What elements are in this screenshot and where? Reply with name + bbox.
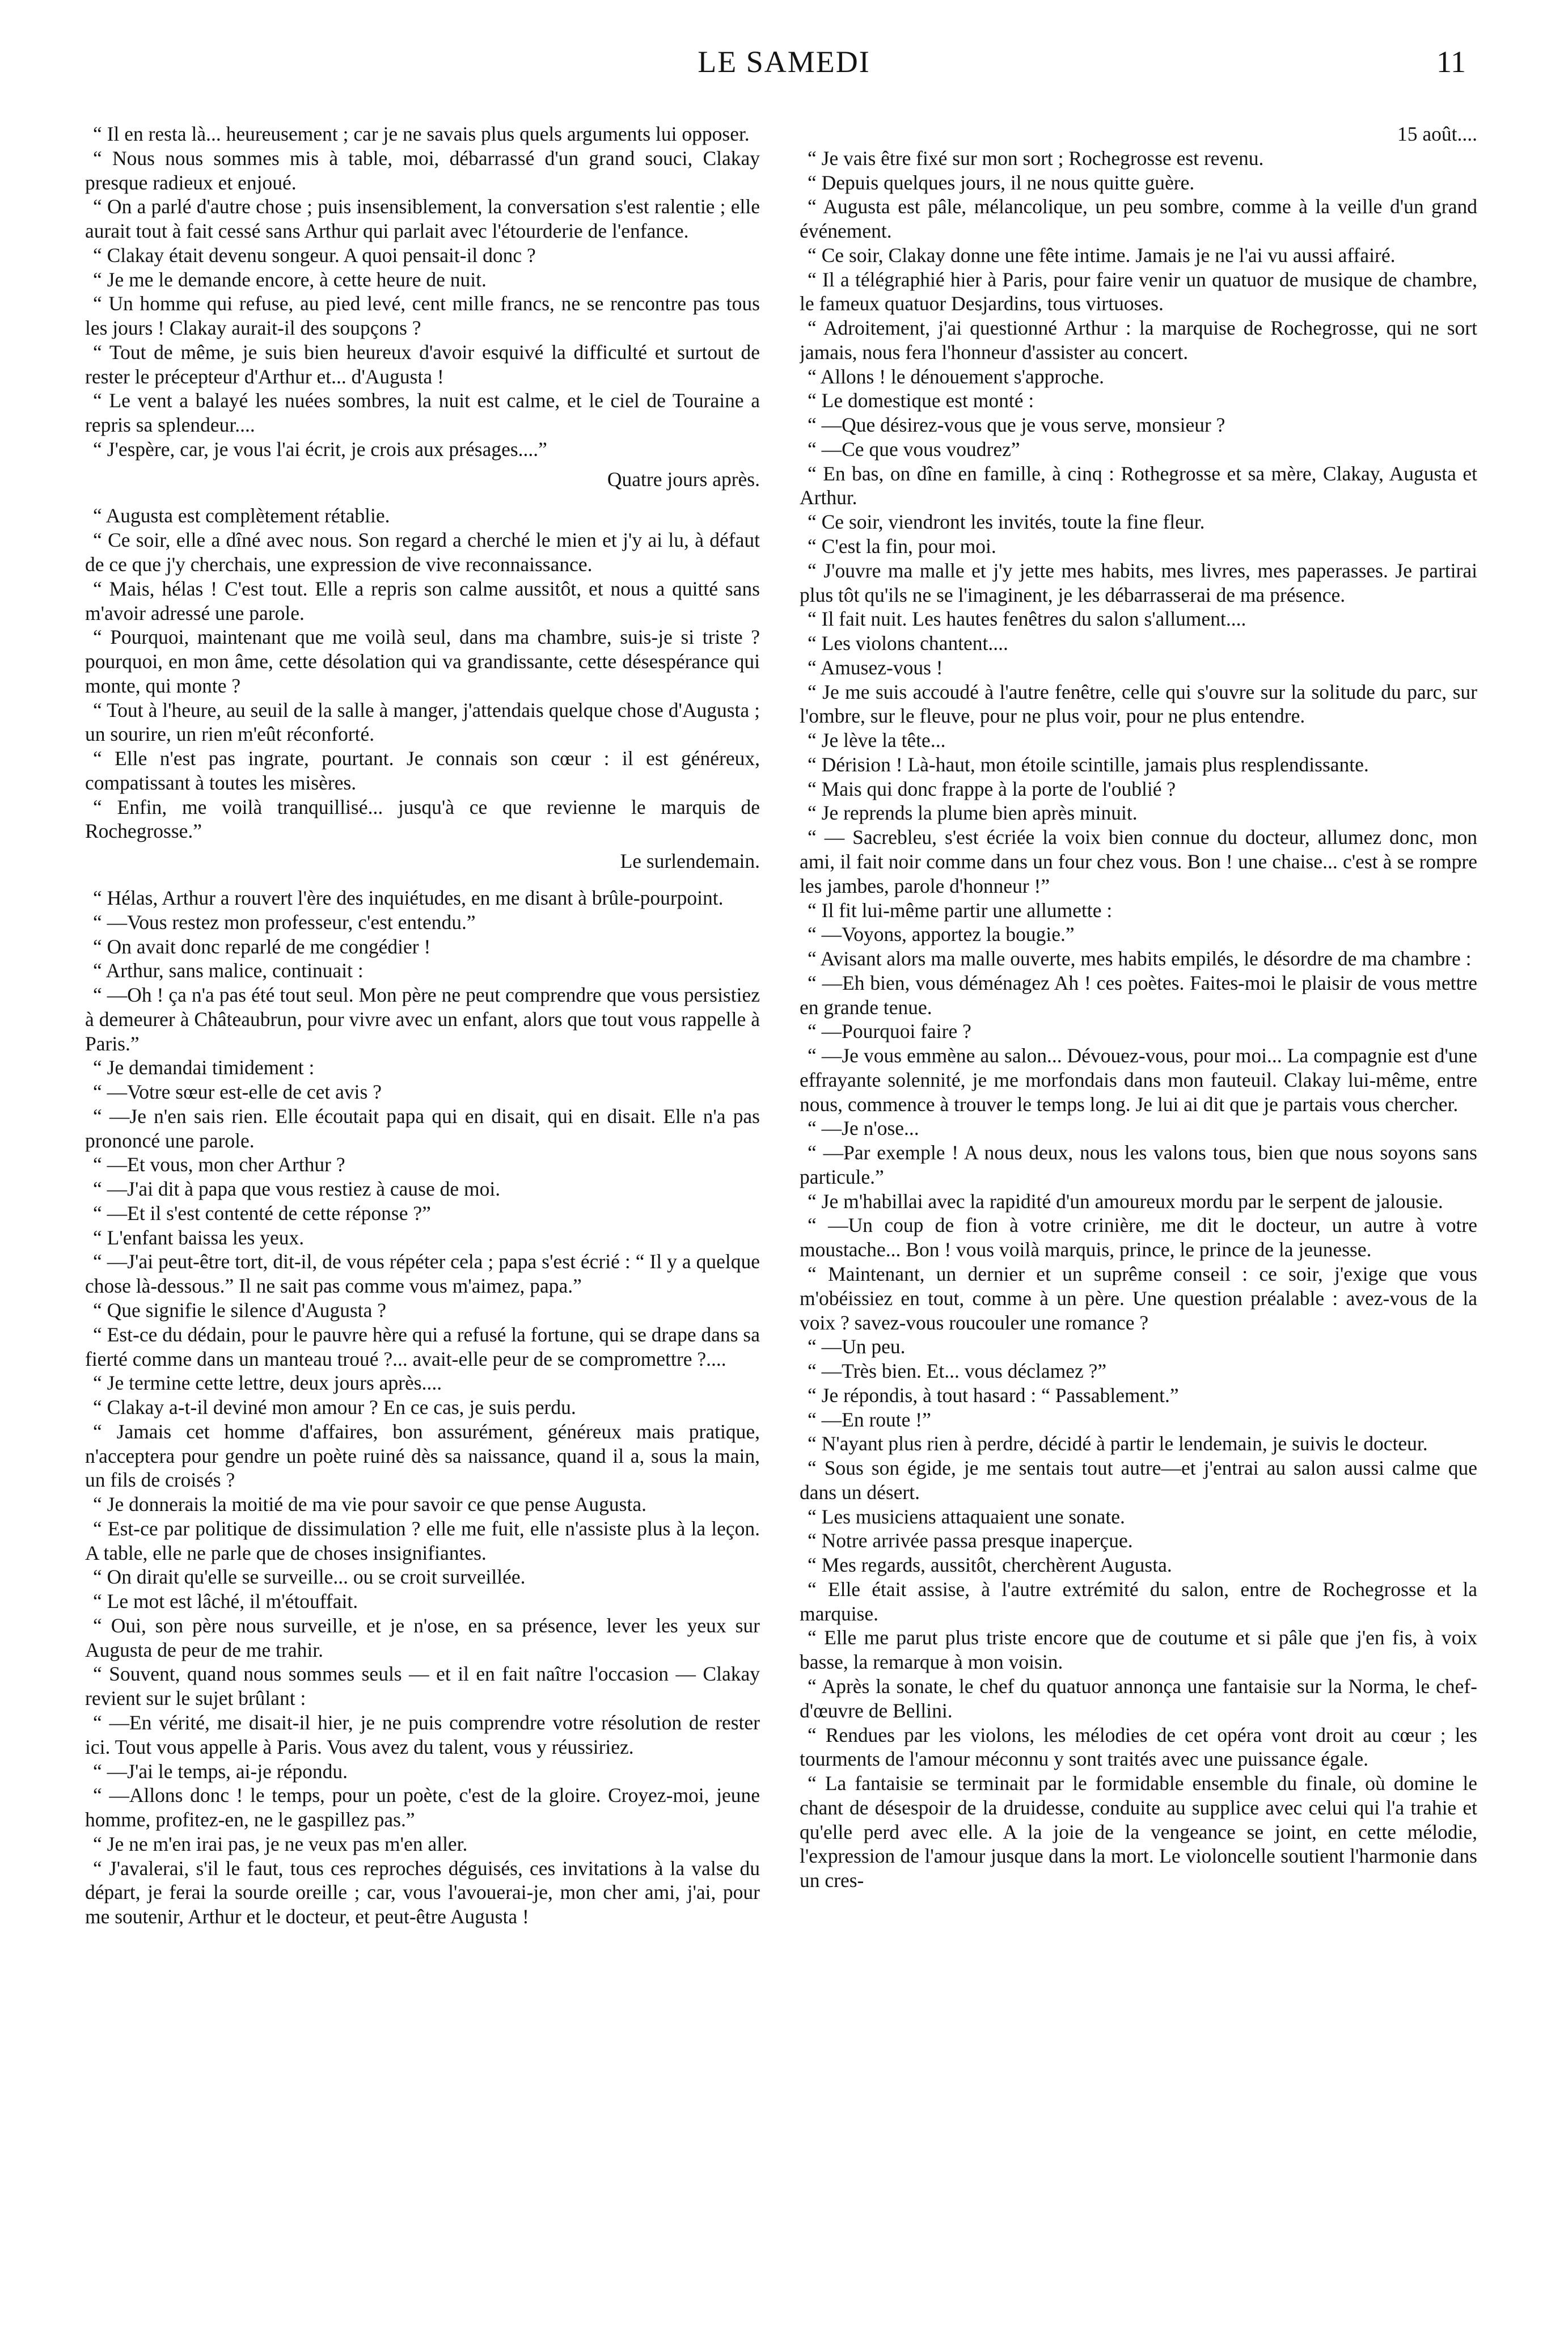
paragraph: “ Je me le demande encore, à cette heure de nuit. — [93, 268, 487, 291]
paragraph: “ Je demandai timidement : — [93, 1056, 315, 1079]
paragraph: “ L'enfant baissa les yeux. — [93, 1226, 305, 1249]
paragraph: “ —Très bien. Et... vous déclamez ?” — [808, 1360, 1107, 1383]
paragraph: “ Je me suis accoudé à l'autre fenêtre, celle qui s'ouvre sur la solitude du parc, sur l'ombre, sur le fleuve, pour ne plus voir, pour ne plus entendre. — [800, 680, 1477, 728]
left-block-1 — [85, 122, 760, 462]
paragraph: “ —Je n'ose... — [808, 1117, 919, 1140]
paragraph: “ Mes regards, aussitôt, cherchèrent Augusta. — [808, 1554, 1172, 1577]
dateline-surlendemain: Le surlendemain. — [620, 850, 760, 873]
paragraph: “ —Pourquoi faire ? — [808, 1020, 971, 1043]
paragraph: “ Il fait nuit. Les hautes fenêtres du salon s'allument.... — [808, 607, 1246, 631]
left-column — [85, 122, 760, 2320]
paragraph: “ Oui, son père nous surveille, et je n'ose, en sa présence, lever les yeux sur Augusta de peur de me trahir. — [85, 1614, 760, 1661]
paragraph: “ Ce soir, viendront les invités, toute la fine fleur. — [808, 510, 1205, 534]
paragraph: “ Après la sonate, le chef du quatuor annonça une fantaisie sur la Norma, le chef-d'œuvre de Bellini. — [800, 1675, 1477, 1722]
paragraph: “ Tout de même, je suis bien heureux d'avoir esquivé la difficulté et surtout de rester le précepteur d'Arthur et... d'Augusta ! — [85, 340, 760, 388]
left-block-3 — [85, 886, 760, 1929]
paragraph: “ J'ouvre ma malle et j'y jette mes habits, mes livres, mes paperasses. Je partirai plus tôt qu'ils ne se l'imaginent, je les débarrasserai de ma présence. — [800, 559, 1477, 606]
paragraph: “ Enfin, me voilà tranquillisé... jusqu'à ce que revienne le marquis de Rochegrosse.” — [85, 795, 760, 843]
paragraph: “ J'avalerai, s'il le faut, tous ces reproches déguisés, ces invitations à la valse du départ, je ferai la sourde oreille ; car, vous l'avouerai-je, mon cher ami, j'ai, pour me soutenir, Arthur et le docteur, et peut-être Augusta ! — [85, 1856, 760, 1928]
paragraph: “ On dirait qu'elle se surveille... ou se croit surveillée. — [93, 1565, 526, 1589]
paragraph: “ La fantaisie se terminait par le formidable ensemble du finale, où domine le chant de désespoir de la druidesse, conduite au supplice avec celui qui l'a trahie et qu'elle perd avec elle. A la joie de la vengeance se joint, en cette mélodie, l'expression de l'amour jusque dans la mort. Le violoncelle soutient l'harmonie dans un cres- — [800, 1772, 1477, 1892]
paragraph: “ Souvent, quand nous sommes seuls — et il en fait naître l'occasion — Clakay revient sur le sujet brûlant : — [85, 1662, 760, 1710]
paragraph: “ —Je vous emmène au salon... Dévouez-vous, pour moi... La compagnie est d'une effrayante solennité, je me morfondais dans mon fauteuil. Clakay lui-même, entre nous, commence à trouver le temps long. Je lui ai dit que je partais vous chercher. — [800, 1044, 1477, 1116]
paragraph: “ Avisant alors ma malle ouverte, mes habits empilés, le désordre de ma chambre : — [808, 947, 1472, 970]
paragraph: “ Ce soir, Clakay donne une fête intime. Jamais je ne l'ai vu aussi affairé. — [808, 243, 1396, 267]
paragraph: “ Hélas, Arthur a rouvert l'ère des inquiétudes, en me disant à brûle-pourpoint. — [93, 886, 724, 909]
paragraph: “ Pourquoi, maintenant que me voilà seul, dans ma chambre, suis-je si triste ? pourquoi, en mon âme, cette désolation qui va grandissante, cette désespérance qui monte, qui monte ? — [85, 626, 760, 697]
paragraph: “ Est-ce par politique de dissimulation ? elle me fuit, elle n'assiste plus à la leçon. A table, elle ne parle que de choses insignifiantes. — [85, 1517, 760, 1564]
paragraph: “ Je répondis, à tout hasard : “ Passablement.” — [808, 1383, 1179, 1407]
paragraph: “ Je reprends la plume bien après minuit. — [808, 801, 1138, 825]
paragraph: “ Clakay a-t-il deviné mon amour ? En ce cas, je suis perdu. — [93, 1396, 576, 1419]
paragraph: “ —Je n'en sais rien. Elle écoutait papa qui en disait, qui en disait. Elle n'a pas prononcé une parole. — [85, 1104, 760, 1152]
paragraph: “ —En route !” — [808, 1408, 931, 1431]
paragraph: “ Elle me parut plus triste encore que de coutume et si pâle que j'en fis, à voix basse, la remarque à mon voisin. — [800, 1626, 1477, 1674]
paragraph: “ —Allons donc ! le temps, pour un poète, c'est de la gloire. Croyez-moi, jeune homme, profitez-en, ne le gaspillez pas.” — [85, 1784, 760, 1831]
paragraph: “ Les musiciens attaquaient une sonate. — [808, 1505, 1125, 1528]
paragraph: “ —En vérité, me disait-il hier, je ne puis comprendre votre résolution de rester ici. Tout vous appelle à Paris. Vous avez du talent, vous y réussiriez. — [85, 1711, 760, 1758]
paragraph: “ Augusta est pâle, mélancolique, un peu sombre, comme à la veille d'un grand événement. — [800, 195, 1477, 243]
paragraph: “ On a parlé d'autre chose ; puis insensiblement, la conversation s'est ralentie ; elle aurait tout à fait cessé sans Arthur qui parlait avec l'étourderie de l'enfance. — [85, 195, 760, 243]
paragraph: “ J'espère, car, je vous l'ai écrit, je crois aux présages....” — [93, 437, 547, 461]
paragraph: “ Clakay était devenu songeur. A quoi pensait-il donc ? — [93, 243, 536, 267]
paragraph: “ —Un peu. — [808, 1335, 906, 1358]
paragraph: “ Je m'habillai avec la rapidité d'un amoureux mordu par le serpent de jalousie. — [808, 1189, 1443, 1213]
left-block-2 — [85, 504, 760, 843]
paragraph: “ N'ayant plus rien à perdre, décidé à partir le lendemain, je suivis le docteur. — [808, 1432, 1428, 1455]
paragraph: “ Je ne m'en irai pas, je ne veux pas m'en aller. — [93, 1832, 468, 1855]
paragraph: “ Elle n'est pas ingrate, pourtant. Je connais son cœur : il est généreux, compatissant à toutes les misères. — [85, 747, 760, 794]
paragraph: “ Il a télégraphié hier à Paris, pour faire venir un quatuor de musique de chambre, le fameux quatuor Desjardins, tous virtuoses. — [800, 268, 1477, 315]
paragraph: “ Est-ce du dédain, pour le pauvre hère qui a refusé la fortune, qui se drape dans sa fierté comme dans un manteau troué ?... avait-elle peur de se compromettre ?.... — [85, 1323, 760, 1370]
page-header — [85, 44, 1483, 84]
paragraph: “ En bas, on dîne en famille, à cinq : Rothegrosse et sa mère, Clakay, Augusta et Arthur. — [800, 462, 1477, 509]
paragraph: “ —Et il s'est contenté de cette réponse ?” — [93, 1201, 431, 1225]
paragraph: “ Elle était assise, à l'autre extrémité du salon, entre de Rochegrosse et la marquise. — [800, 1577, 1477, 1625]
paragraph: “ Ce soir, elle a dîné avec nous. Son regard a cherché le mien et j'y ai lu, à défaut de ce que j'y cherchais, une expression de vive reconnaissance. — [85, 529, 760, 576]
paragraph: “ C'est la fin, pour moi. — [808, 535, 996, 558]
page-title: LE SAMEDI — [698, 45, 870, 79]
paragraph: “ Il en resta là... heureusement ; car je ne savais plus quels arguments lui opposer. — [93, 123, 750, 145]
paragraph: “ —Oh ! ça n'a pas été tout seul. Mon père ne peut comprendre que vous persistiez à demeurer à Châteaubrun, pour vivre avec un enfant, alors que tout vous rappelle à Paris.” — [85, 984, 760, 1055]
right-block-1 — [800, 146, 1477, 1893]
paragraph: “ —Que désirez-vous que je vous serve, monsieur ? — [808, 413, 1225, 437]
paragraph: “ Rendues par les violons, les mélodies de cet opéra vont droit au cœur ; les tourments de l'amour méconnu y sont traités avec une puissance égale. — [800, 1723, 1477, 1771]
paragraph: “ Depuis quelques jours, il ne nous quitte guère. — [808, 171, 1195, 194]
paragraph: “ —Ce que vous voudrez” — [808, 437, 1020, 461]
paragraph: “ Le vent a balayé les nuées sombres, la nuit est calme, et le ciel de Touraine a repris sa splendeur.... — [85, 389, 760, 437]
paragraph: “ Arthur, sans malice, continuait : — [93, 959, 364, 982]
paragraph: “ —Votre sœur est-elle de cet avis ? — [93, 1080, 382, 1104]
paragraph: “ On avait donc reparlé de me congédier ! — [93, 935, 431, 958]
dateline-quatre-jours: Quatre jours après. — [607, 467, 760, 491]
paragraph: “ Que signifie le silence d'Augusta ? — [93, 1298, 387, 1322]
paragraph: “ Adroitement, j'ai questionné Arthur : la marquise de Rochegrosse, qui ne sort jamais, nous fera l'honneur d'assister au concert. — [800, 316, 1477, 364]
paragraph: “ Tout à l'heure, au seuil de la salle à manger, j'attendais quelque chose d'Augusta ; un sourire, un rien m'eût réconforté. — [85, 698, 760, 746]
paragraph: “ Je termine cette lettre, deux jours après.... — [93, 1371, 442, 1395]
paragraph: “ Nous nous sommes mis à table, moi, débarrassé d'un grand souci, Clakay presque radieux et enjoué. — [85, 146, 760, 194]
paragraph: “ Un homme qui refuse, au pied levé, cent mille francs, ne se rencontre pas tous les jours ! Clakay aurait-il des soupçons ? — [85, 292, 760, 340]
paragraph: “ Maintenant, un dernier et un suprême conseil : ce soir, j'exige que vous m'obéissiez en tout, comme à un père. Une question préalable : avez-vous de la voix ? savez-vous roucouler une romance ? — [800, 1262, 1477, 1334]
paragraph: “ Il fit lui-même partir une allumette : — [808, 898, 1113, 922]
paragraph: “ Jamais cet homme d'affaires, bon assurément, généreux mais pratique, n'acceptera pour gendre un poète ruiné dès sa naissance, quand il a, sous la main, un fils de croisés ? — [85, 1420, 760, 1492]
paragraph: “ Le mot est lâché, il m'étouffait. — [93, 1590, 358, 1613]
paragraph: “ Sous son égide, je me sentais tout autre—et j'entrai au salon aussi calme que dans un désert. — [800, 1457, 1477, 1504]
paragraph: “ —J'ai dit à papa que vous restiez à cause de moi. — [93, 1177, 501, 1201]
paragraph: “ — Sacrebleu, s'est écriée la voix bien connue du docteur, allumez donc, mon ami, il fait noir comme dans un four chez vous. Bon ! une chaise... c'est à se rompre les jambes, parole d'honneur !” — [800, 826, 1477, 897]
dateline-15-aout: 15 août.... — [1397, 123, 1477, 145]
paragraph: “ —Eh bien, vous déménagez Ah ! ces poètes. Faites-moi le plaisir de vous mettre en grande tenue. — [800, 971, 1477, 1019]
page-number: 11 — [1436, 45, 1466, 79]
paragraph: “ —Par exemple ! A nous deux, nous les valons tous, bien que nous soyons sans particule.” — [800, 1141, 1477, 1188]
right-column — [800, 122, 1477, 2320]
paragraph: “ Dérision ! Là-haut, mon étoile scintille, jamais plus resplendissante. — [808, 753, 1369, 776]
paragraph: “ Augusta est complètement rétablie. — [93, 504, 390, 527]
paragraph: “ —J'ai le temps, ai-je répondu. — [93, 1759, 348, 1783]
paragraph: “ Allons ! le dénouement s'approche. — [808, 365, 1104, 388]
paragraph: “ Le domestique est monté : — [808, 389, 1034, 412]
paragraph: “ Mais qui donc frappe à la porte de l'oublié ? — [808, 777, 1176, 800]
paragraph: “ Notre arrivée passa presque inaperçue. — [808, 1529, 1133, 1552]
paragraph: “ Amusez-vous ! — [808, 656, 943, 679]
paragraph: “ Mais, hélas ! C'est tout. Elle a repris son calme aussitôt, et nous a quitté sans m'avoir adressé une parole. — [85, 577, 760, 624]
paragraph: “ Je vais être fixé sur mon sort ; Rochegrosse est revenu. — [808, 146, 1264, 170]
paragraph: “ —Et vous, mon cher Arthur ? — [93, 1153, 345, 1176]
paragraph: “ —Voyons, apportez la bougie.” — [808, 923, 1075, 946]
paragraph: “ —J'ai peut-être tort, dit-il, de vous répéter cela ; papa s'est écrié : “ Il y a quelque chose là-dessous.” Il ne sait pas comme vous m'aimez, papa.” — [85, 1250, 760, 1298]
paragraph: “ Je lève la tête... — [808, 729, 946, 752]
paragraph: “ —Vous restez mon professeur, c'est entendu.” — [93, 910, 476, 934]
paragraph: “ Je donnerais la moitié de ma vie pour savoir ce que pense Augusta. — [93, 1493, 646, 1516]
paragraph: “ —Un coup de fion à votre crinière, me dit le docteur, un autre à votre moustache... Bon ! vous voilà marquis, prince, le prince de la jeunesse. — [800, 1214, 1477, 1261]
paragraph: “ Les violons chantent.... — [808, 632, 1008, 655]
